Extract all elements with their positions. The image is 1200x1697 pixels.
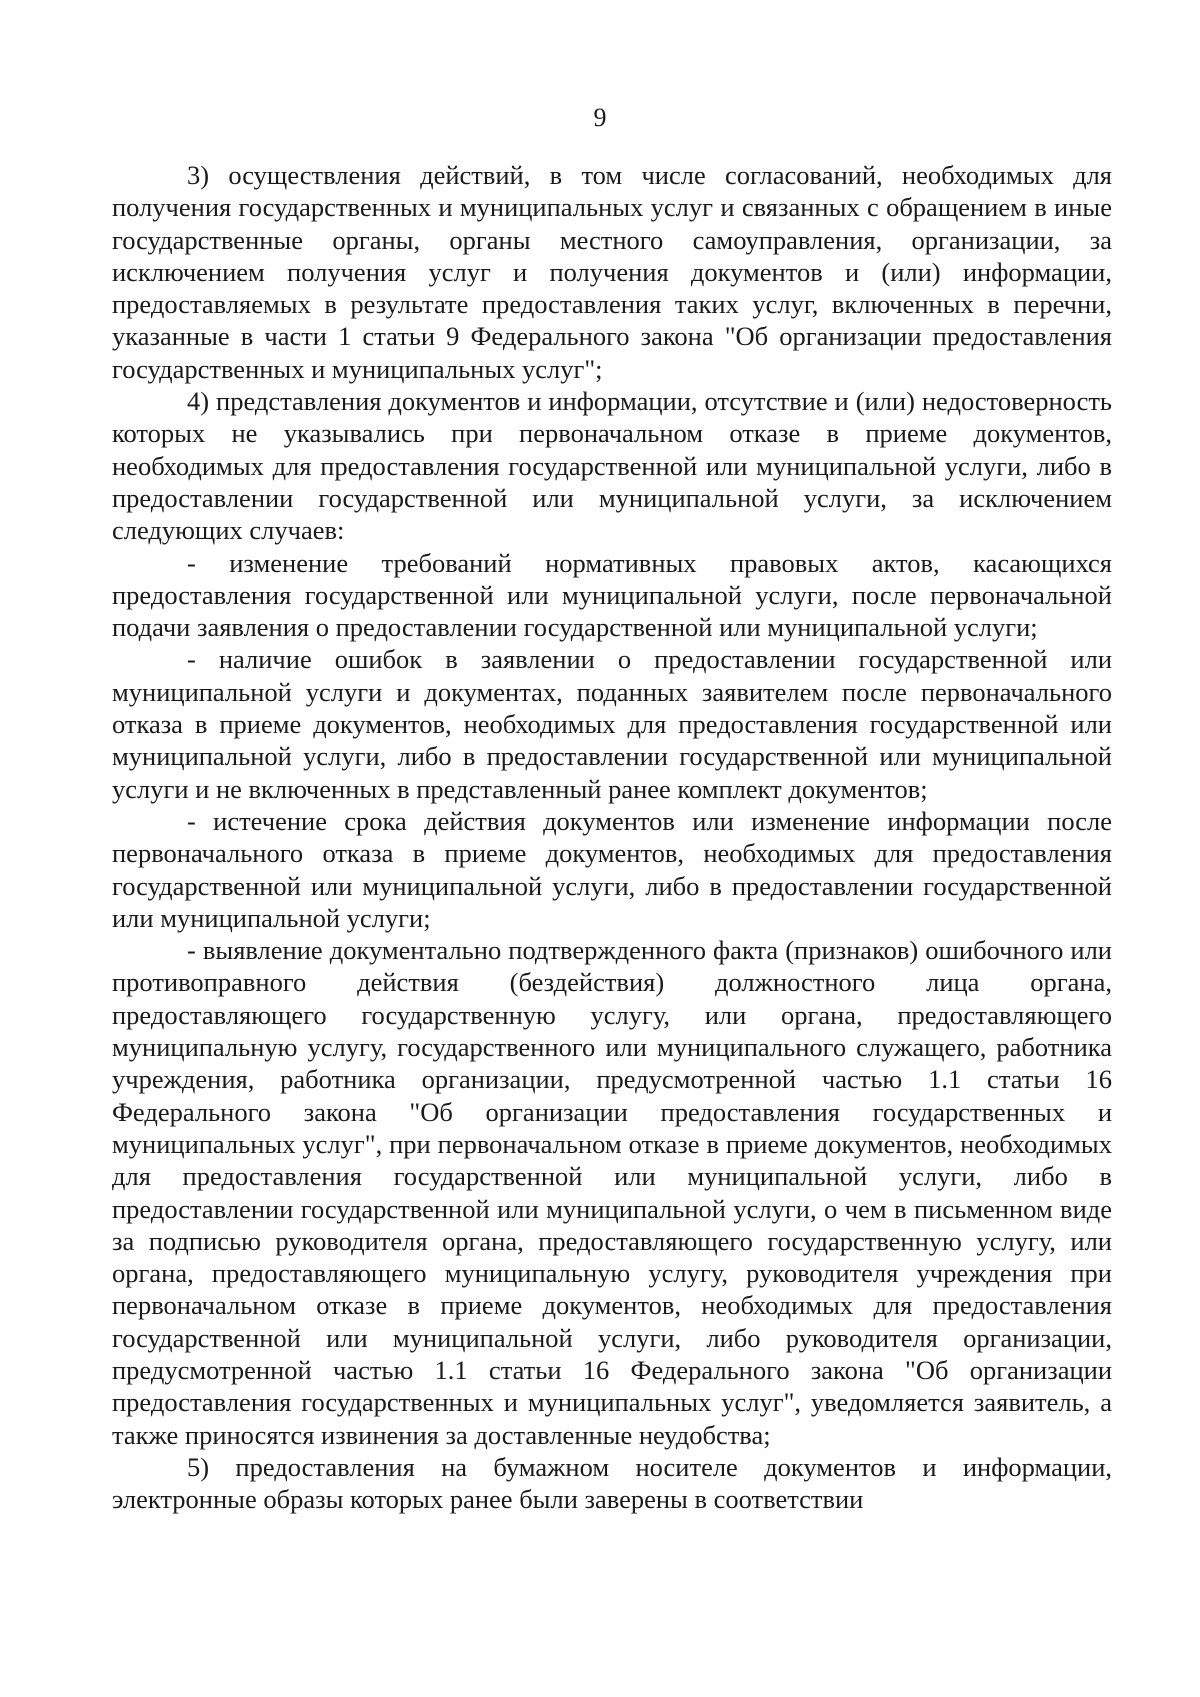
page-number: 9 bbox=[593, 103, 607, 132]
paragraph-item-3: 3) осуществления действий, в том числе согласований, необходимых для получения государственных и муниципальных услуг и связанных с обращением в иные государственные органы, органы местного самоуправления, организации, за исключением получения услуг и получения документов и (или) информации, предоставляемых в результате предоставления таких услуг, включенных в перечни, указанные в части 1 статьи 9 Федерального закона "Об организации предоставления государственных и муниципальных услуг"; bbox=[112, 160, 1112, 384]
document-body bbox=[112, 159, 1112, 1515]
list-item-document-expiry: - истечение срока действия документов или изменение информации после первоначального отказа в приеме документов, необходимых для предоставления государственной или муниципальной услуги, либо в предоставлении государственной или муниципальной услуги; bbox=[112, 805, 1112, 933]
list-item-requirements-change: - изменение требований нормативных правовых актов, касающихся предоставления государственной или муниципальной услуги, после первоначальной подачи заявления о предоставлении государственной или муниципальной услуги; bbox=[112, 547, 1112, 643]
list-item-official-error: - выявление документально подтвержденного факта (признаков) ошибочного или противоправного действия (бездействия) должностного лица органа, предоставляющего государственную услугу, или органа, предоставляющего муниципальную услугу, государственного или муниципального служащего, работника учреждения, работника организации, предусмотренной частью 1.1 статьи 16 Федерального закона "Об организации предоставления государственных и муниципальных услуг", при первоначальном отказе в приеме документов, необходимых для предоставления государственной или муниципальной услуги, либо в предоставлении государственной или муниципальной услуги, о чем в письменном виде за подписью руководителя органа, предоставляющего государственную услугу, или органа, предоставляющего муниципальную услугу, руководителя учреждения при первоначальном отказе в приеме документов, необходимых для предоставления государственной или муниципальной услуги, либо руководителя организации, предусмотренной частью 1.1 статьи 16 Федерального закона "Об организации предоставления государственных и муниципальных услуг", уведомляется заявитель, а также приносятся извинения за доставленные неудобства; bbox=[112, 935, 1112, 1450]
paragraph-item-5: 5) предоставления на бумажном носителе документов и информации, электронные образы которых ранее были заверены в соответствии bbox=[112, 1451, 1112, 1515]
list-item-application-errors: - наличие ошибок в заявлении о предоставлении государственной или муниципальной услуги и документах, поданных заявителем после первоначального отказа в приеме документов, необходимых для предоставления государственной или муниципальной услуги, либо в предоставлении государственной или муниципальной услуги и не включенных в представленный ранее комплект документов; bbox=[112, 644, 1112, 804]
paragraph-item-4: 4) представления документов и информации, отсутствие и (или) недостоверность которых не указывались при первоначальном отказе в приеме документов, необходимых для предоставления государственной или муниципальной услуги, либо в предоставлении государственной или муниципальной услуги, за исключением следующих случаев: bbox=[112, 386, 1112, 546]
